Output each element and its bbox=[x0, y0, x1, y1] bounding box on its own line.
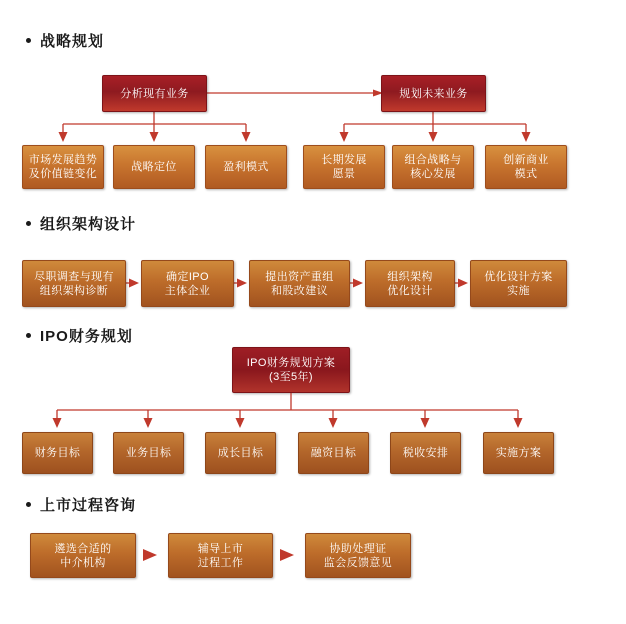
box-due-diligence[interactable]: 尽职调查与现有 组织架构诊断 bbox=[22, 260, 126, 307]
box-strategic-positioning[interactable]: 战略定位 bbox=[113, 145, 195, 189]
ipo-connectors bbox=[0, 392, 626, 437]
box-implementation-plan[interactable]: 优化设计方案 实施 bbox=[470, 260, 567, 307]
box-determine-ipo-entity[interactable]: 确定IPO 主体企业 bbox=[141, 260, 234, 307]
box-listing-guidance[interactable]: 辅导上市 过程工作 bbox=[168, 533, 273, 578]
box-profit-model[interactable]: 盈利模式 bbox=[205, 145, 287, 189]
box-long-term-vision[interactable]: 长期发展 愿景 bbox=[303, 145, 385, 189]
box-tax-arrangement[interactable]: 税收安排 bbox=[390, 432, 461, 474]
section-title-org: 组织架构设计 bbox=[26, 213, 136, 234]
box-csrc-feedback[interactable]: 协助处理证 监会反馈意见 bbox=[305, 533, 411, 578]
box-org-structure-optimization[interactable]: 组织架构 优化设计 bbox=[365, 260, 455, 307]
bullet-icon bbox=[26, 221, 31, 226]
box-plan-future-business[interactable]: 规划未来业务 bbox=[381, 75, 486, 112]
bullet-icon bbox=[26, 333, 31, 338]
box-select-intermediary[interactable]: 遴选合适的 中介机构 bbox=[30, 533, 136, 578]
box-asset-restructuring[interactable]: 提出资产重组 和股改建议 bbox=[249, 260, 350, 307]
bullet-icon bbox=[26, 38, 31, 43]
box-market-trend[interactable]: 市场发展趋势 及价值链变化 bbox=[22, 145, 104, 189]
box-financial-goal[interactable]: 财务目标 bbox=[22, 432, 93, 474]
box-execution-plan[interactable]: 实施方案 bbox=[483, 432, 554, 474]
section-title-strategy: 战略规划 bbox=[26, 30, 104, 51]
box-financing-goal[interactable]: 融资目标 bbox=[298, 432, 369, 474]
box-business-goal[interactable]: 业务目标 bbox=[113, 432, 184, 474]
section-title-ipo: IPO财务规划 bbox=[26, 325, 133, 346]
box-ipo-financial-plan[interactable]: IPO财务规划方案 (3至5年) bbox=[232, 347, 350, 393]
section-title-listing: 上市过程咨询 bbox=[26, 494, 136, 515]
box-analyze-current-business[interactable]: 分析现有业务 bbox=[102, 75, 207, 112]
bullet-icon bbox=[26, 502, 31, 507]
box-portfolio-strategy[interactable]: 组合战略与 核心发展 bbox=[392, 145, 474, 189]
box-innovative-business-model[interactable]: 创新商业 模式 bbox=[485, 145, 567, 189]
box-growth-goal[interactable]: 成长目标 bbox=[205, 432, 276, 474]
